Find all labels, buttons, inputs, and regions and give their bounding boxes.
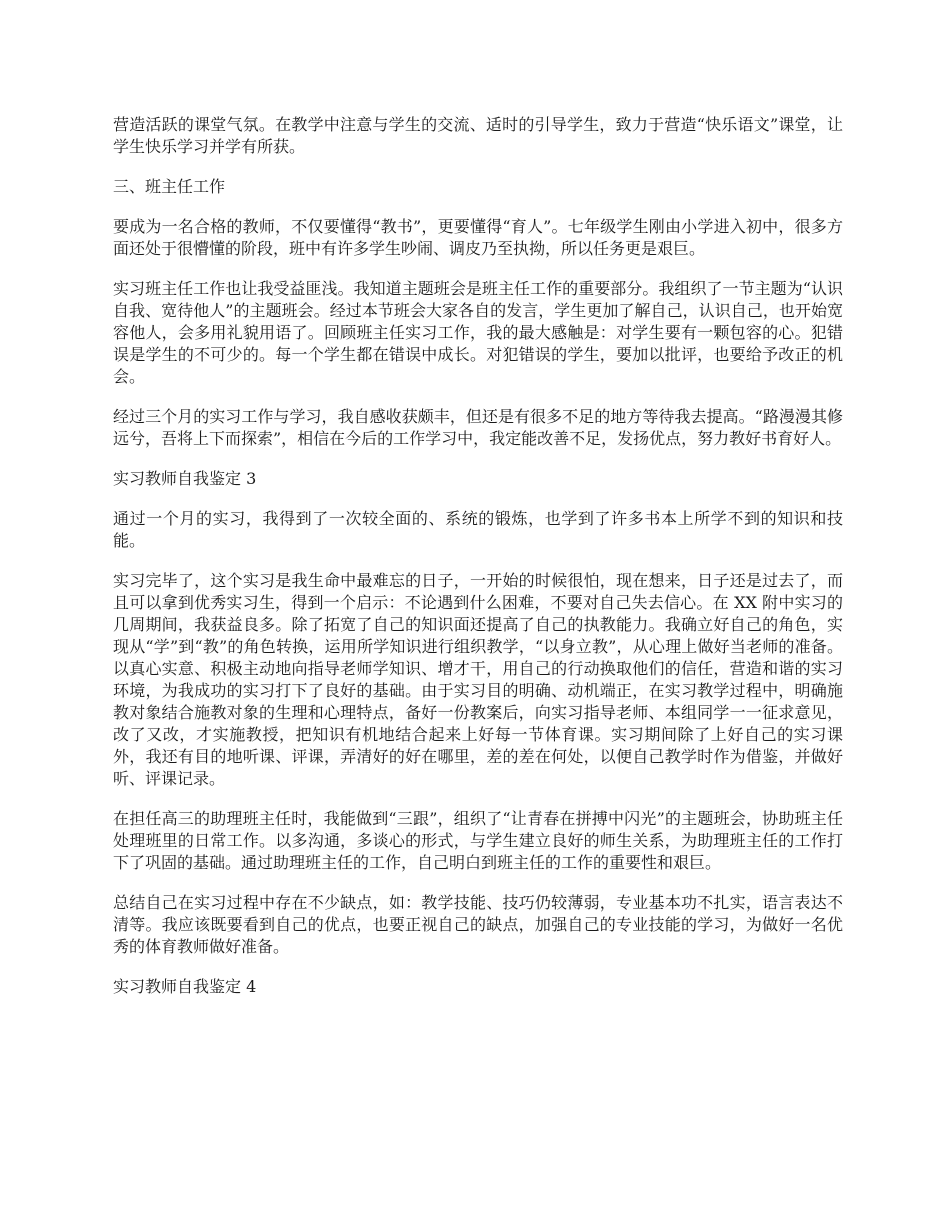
paragraph-internship-completed: 实习完毕了，这个实习是我生命中最难忘的日子，一开始的时候很怕，现在想来，日子还是过去了，而且可以拿到优秀实习生，得到一个启示：不论遇到什么困难，不要对自己失去信心。在 XX 附中实习的几周期间，我获益良多。除了拓宽了自己的知识面还提高了自己的执教能力。我确立好自己的角色，实现从“学”到“教”的角色转换，运用所学知识进行组织教学，“以身立教”，从心理上做好当老师的准备。以真心实意、积极主动地向指导老师学知识、增才干，用自己的行动换取他们的信任，营造和谐的实习环境，为我成功的实习打下了良好的基础。由于实习目的明确、动机端正，在实习教学过程中，明确施教对象结合施教对象的生理和心理特点，备好一份教案后，向实习指导老师、本组同学一一征求意见，改了又改，才实施教授，把知识有机地结合起来上好每一节体育课。实习期间除了上好自己的实习课外，我还有目的地听课、评课，弄清好的好在哪里，差的差在何处，以便自己教学时作为借鉴，并做好听、评课记录。 (113, 571, 843, 788)
paragraph-classroom-atmosphere: 营造活跃的课堂气氛。在教学中注意与学生的交流、适时的引导学生，致力于营造“快乐语文”课堂，让学生快乐学习并学有所获。 (113, 115, 843, 156)
paragraph-shortcomings-summary: 总结自己在实习过程中存在不少缺点，如：教学技能、技巧仍较薄弱，专业基本功不扎实，语言表达不清等。我应该既要看到自己的优点，也要正视自己的缺点，加强自己的专业技能的学习，为做好一名优秀的体育教师做好准备。 (113, 893, 843, 956)
paragraph-three-months-summary: 经过三个月的实习工作与学习，我自感收获颇丰，但还是有很多不足的地方等待我去提高。“路漫漫其修远兮，吾将上下而探索”，相信在今后的工作学习中，我定能改善不足，发扬优点，努力教好书育好人。 (113, 407, 843, 448)
paragraph-qualified-teacher: 要成为一名合格的教师，不仅要懂得“教书”，更要懂得“育人”。七年级学生刚由小学进入初中，很多方面还处于很懵懂的阶段，班中有许多学生吵闹、调皮乃至执拗，所以任务更是艰巨。 (113, 217, 843, 258)
paragraph-head-teacher-internship: 实习班主任工作也让我受益匪浅。我知道主题班会是班主任工作的重要部分。我组织了一节主题为“认识自我、宽待他人”的主题班会。经过本节班会大家各自的发言，学生更加了解自己，认识自己，也开始宽容他人，会多用礼貌用语了。回顾班主任实习工作，我的最大感触是：对学生要有一颗包容的心。犯错误是学生的不可少的。每一个学生都在错误中成长。对犯错误的学生，要加以批评，也要给予改正的机会。 (113, 279, 843, 386)
paragraph-assistant-head-teacher: 在担任高三的助理班主任时，我能做到“三跟”，组织了“让青春在拼搏中闪光”的主题班会，协助班主任处理班里的日常工作。以多沟通，多谈心的形式，与学生建立良好的师生关系，为助理班主任的工作打下了巩固的基础。通过助理班主任的工作，自己明白到班主任的工作的重要性和艰巨。 (113, 809, 843, 872)
section-heading-self-evaluation-4: 实习教师自我鉴定 4 (113, 977, 257, 996)
section-heading-head-teacher-work: 三、班主任工作 (113, 177, 226, 196)
paragraph-one-month-internship: 通过一个月的实习，我得到了一次较全面的、系统的锻炼，也学到了许多书本上所学不到的知识和技能。 (113, 509, 843, 550)
section-heading-self-evaluation-3: 实习教师自我鉴定 3 (113, 469, 257, 488)
document-body (113, 114, 843, 1016)
